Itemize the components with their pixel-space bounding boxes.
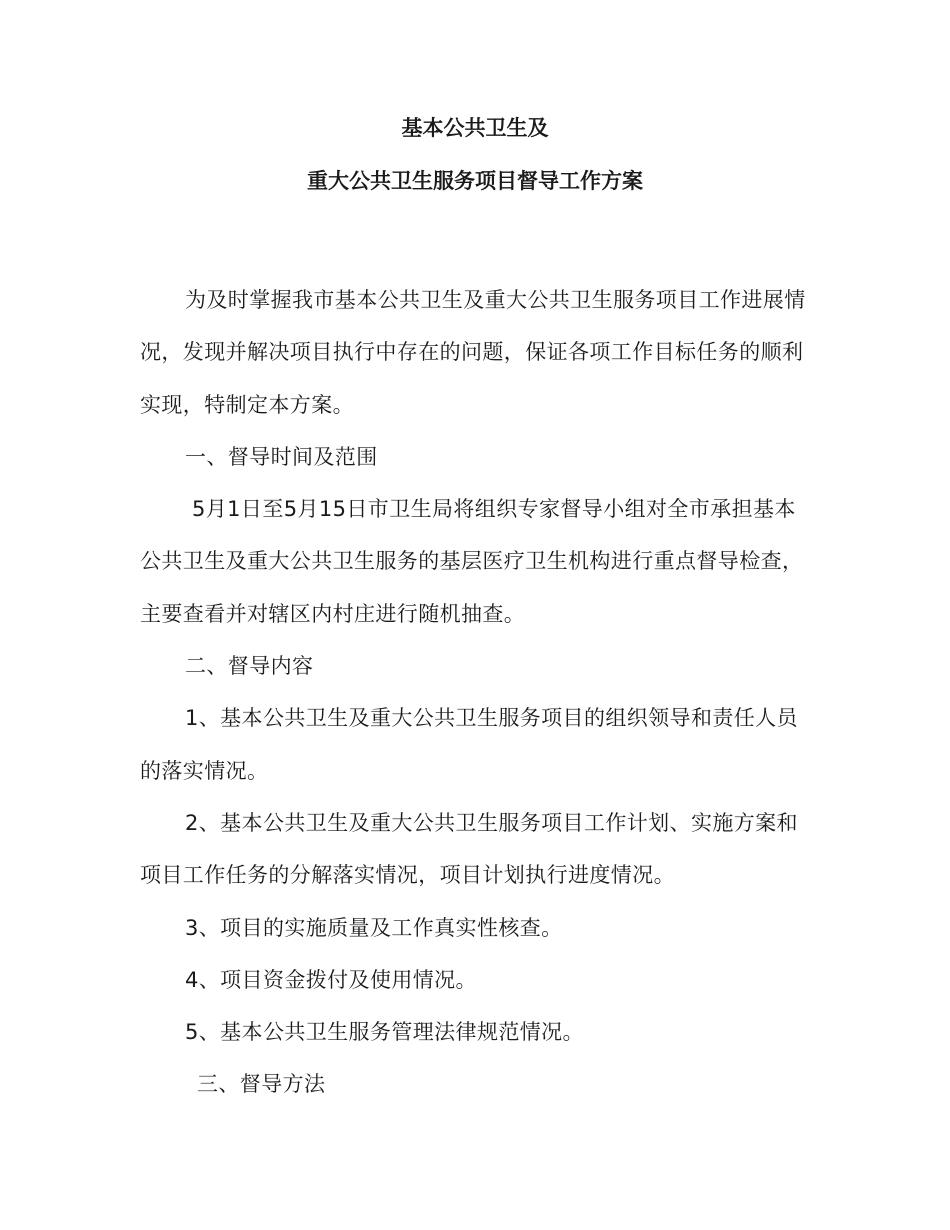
- document-title-line2: 重大公共卫生服务项目督导工作方案: [307, 169, 643, 193]
- document-title-line1: 基本公共卫生及: [401, 116, 549, 140]
- list-item-1: 1、基本公共卫生及重大公共卫生服务项目的组织领导和责任人员的落实情况。: [140, 706, 798, 783]
- list-item-4: 4、项目资金拨付及使用情况。: [185, 967, 477, 992]
- list-item-5: 5、基本公共卫生服务管理法律规范情况。: [185, 1020, 584, 1045]
- list-item-3: 3、项目的实施质量及工作真实性核查。: [185, 915, 563, 940]
- intro-paragraph: 为及时掌握我市基本公共卫生及重大公共卫生服务项目工作进展情况，发现并解决项目执行中存在的问题，保证各项工作目标任务的顺利实现，特制定本方案。: [140, 288, 806, 417]
- section-1-paragraph: 5月1日至5月15日市卫生局将组织专家督导小组对全市承担基本公共卫生及重大公共卫生服务的基层医疗卫生机构进行重点督导检查，主要查看并对辖区内村庄进行随机抽查。: [140, 497, 804, 626]
- section-heading-2: 二、督导内容: [185, 654, 314, 679]
- list-item-2: 2、基本公共卫生及重大公共卫生服务项目工作计划、实施方案和项目工作任务的分解落实情况，项目计划执行进度情况。: [140, 810, 798, 888]
- section-heading-1: 一、督导时间及范围: [185, 444, 378, 469]
- document-body: [140, 274, 810, 1111]
- section-heading-3: 三、督导方法: [197, 1072, 326, 1097]
